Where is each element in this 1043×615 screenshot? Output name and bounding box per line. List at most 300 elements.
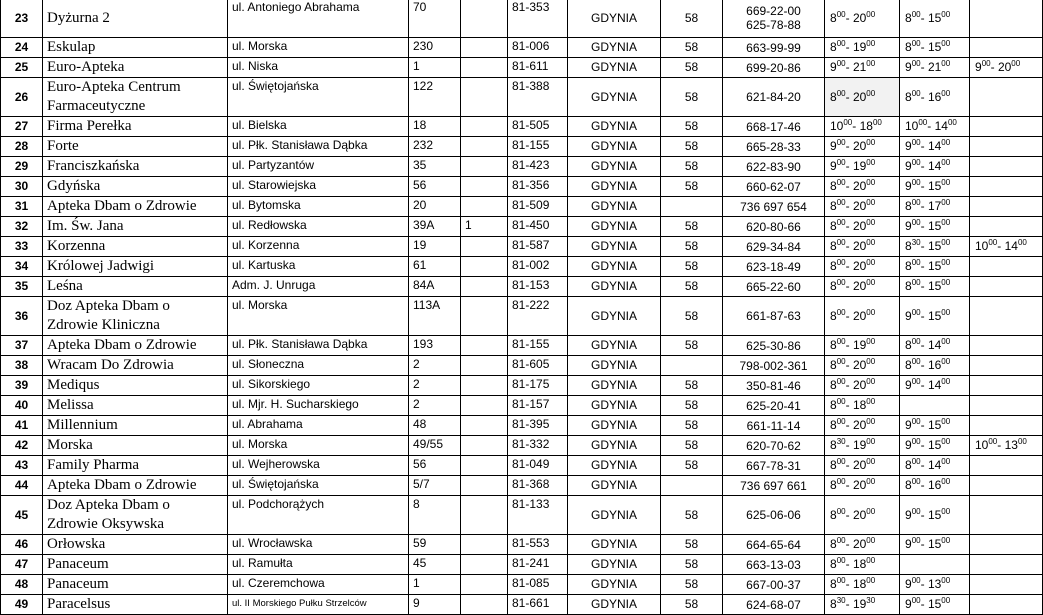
pharmacy-name-cell: [43, 356, 228, 376]
row-number-cell: 24: [1, 38, 43, 58]
phone-number: 624-68-07: [746, 597, 801, 612]
sunday-hours-cell: [970, 297, 1043, 336]
open-hour: 10: [830, 119, 844, 133]
city-cell: GDYNIA: [568, 476, 661, 496]
city-cell: GDYNIA: [568, 177, 661, 197]
pharmacy-name-line: Family Pharma: [47, 457, 140, 473]
open-hour: 8: [830, 219, 837, 233]
house-number-cell: 19: [409, 237, 461, 257]
local-number-cell: [461, 376, 508, 396]
open-minute: 00: [836, 377, 846, 386]
close-minute: 00: [866, 198, 876, 207]
house-number-cell: 1: [409, 575, 461, 595]
close-minute: 00: [866, 59, 876, 68]
open-minute: 00: [911, 158, 921, 167]
phone-cell: [723, 58, 825, 78]
area-code-cell: 58: [661, 237, 723, 257]
phone-cell: [723, 595, 825, 615]
phone-number: 665-22-60: [746, 279, 801, 294]
weekday-hours-cell: $8^{00}-$ $20^{00}$: [825, 416, 900, 436]
close-minute: 00: [941, 337, 951, 346]
pharmacy-name-cell: [43, 117, 228, 137]
postal-code-cell: 81-395: [508, 416, 568, 436]
street-cell: ul. Wrocławska: [228, 535, 409, 555]
phone-cell: [723, 456, 825, 476]
weekday-hours-cell: $8^{00}-$ $20^{00}$: [825, 356, 900, 376]
sunday-hours-cell: [970, 416, 1043, 436]
street-cell: ul. II Morskiego Pułku Strzelców: [228, 595, 409, 615]
open-hour: 8: [830, 418, 837, 432]
open-hour: 8: [830, 398, 837, 412]
open-minute: 00: [836, 357, 846, 366]
close-hour: 20: [852, 418, 867, 432]
postal-code-cell: 81-587: [508, 237, 568, 257]
pharmacy-name-cell: [43, 78, 228, 117]
close-hour: 20: [852, 89, 867, 104]
close-minute: 00: [941, 138, 951, 147]
area-code-cell: 58: [661, 277, 723, 297]
open-hour: 8: [905, 259, 912, 273]
saturday-hours-cell: $8^{00}-$ $15^{00}$: [900, 0, 970, 38]
open-minute: 00: [911, 576, 921, 585]
pharmacy-name-line: Millennium: [47, 417, 118, 433]
phone-number: 620-80-66: [746, 219, 801, 234]
pharmacy-name-line: Doz Apteka Dbam o: [47, 298, 170, 314]
city-cell: GDYNIA: [568, 396, 661, 416]
close-minute: 00: [866, 437, 876, 446]
close-hour: 16: [927, 358, 942, 372]
close-minute: 00: [1017, 238, 1027, 247]
city-cell: GDYNIA: [568, 58, 661, 78]
pharmacy-name-line: Królowej Jadwigi: [47, 258, 155, 274]
close-minute: 00: [941, 377, 951, 386]
pharmacy-name-cell: [43, 58, 228, 78]
close-hour: 15: [927, 179, 942, 193]
area-code-cell: 58: [661, 257, 723, 277]
close-minute: 00: [866, 536, 876, 545]
close-hour: 20: [852, 199, 867, 213]
city-cell: GDYNIA: [568, 197, 661, 217]
weekday-hours-cell: $9^{00}-$ $20^{00}$: [825, 137, 900, 157]
phone-cell: [723, 217, 825, 237]
open-minute: 00: [911, 138, 921, 147]
postal-code-cell: 81-450: [508, 217, 568, 237]
city-cell: GDYNIA: [568, 356, 661, 376]
saturday-hours-cell: $9^{00}-$ $15^{00}$: [900, 436, 970, 456]
house-number-cell: 2: [409, 376, 461, 396]
street-cell: ul. Morska: [228, 297, 409, 336]
close-minute: 00: [941, 357, 951, 366]
close-hour: 15: [927, 219, 942, 233]
close-minute: 00: [866, 377, 876, 386]
open-hour: 8: [830, 507, 837, 522]
open-minute: 00: [836, 576, 846, 585]
phone-cell: [723, 476, 825, 496]
street-cell: ul. Płk. Stanisława Dąbka: [228, 137, 409, 157]
open-minute: 30: [836, 437, 846, 446]
sunday-hours-cell: [970, 197, 1043, 217]
open-hour: 9: [905, 577, 912, 591]
open-hour: 8: [830, 10, 837, 25]
open-hour: 9: [975, 60, 982, 74]
weekday-hours-cell: $8^{30}-$ $19^{30}$: [825, 595, 900, 615]
row-number-cell: 23: [1, 0, 43, 38]
sunday-hours-cell: [970, 476, 1043, 496]
row-number-cell: 43: [1, 456, 43, 476]
phone-cell: [723, 555, 825, 575]
city-cell: GDYNIA: [568, 595, 661, 615]
sunday-hours-cell: [970, 356, 1043, 376]
row-number-cell: 49: [1, 595, 43, 615]
house-number-cell: 5/7: [409, 476, 461, 496]
close-hour: 14: [927, 159, 942, 173]
open-hour: 8: [830, 338, 837, 352]
weekday-hours-cell: $8^{00}-$ $20^{00}$: [825, 376, 900, 396]
street-cell: ul. Bytomska: [228, 197, 409, 217]
table-row: [1, 336, 1043, 356]
saturday-hours-cell: $9^{00}-$ $14^{00}$: [900, 376, 970, 396]
open-hour: 9: [830, 60, 837, 74]
local-number-cell: [461, 476, 508, 496]
open-minute: 00: [918, 118, 928, 127]
weekday-hours-cell: $8^{00}-$ $18^{00}$: [825, 555, 900, 575]
house-number-cell: 193: [409, 336, 461, 356]
open-minute: 00: [836, 506, 846, 516]
house-number-cell: 232: [409, 137, 461, 157]
street-cell: ul. Abrahama: [228, 416, 409, 436]
phone-cell: [723, 38, 825, 58]
weekday-hours-cell: $8^{00}-$ $20^{00}$: [825, 297, 900, 336]
close-hour: 14: [927, 458, 942, 472]
local-number-cell: [461, 197, 508, 217]
close-hour: 15: [927, 438, 942, 452]
phone-number: 350-81-46: [746, 378, 801, 393]
close-minute: 00: [866, 576, 876, 585]
close-minute: 00: [866, 238, 876, 247]
sunday-hours-cell: [970, 575, 1043, 595]
city-cell: GDYNIA: [568, 555, 661, 575]
close-hour: 19: [852, 338, 867, 352]
pharmacy-name-cell: [43, 157, 228, 177]
open-hour: 8: [830, 577, 837, 591]
open-minute: 00: [911, 39, 921, 48]
close-minute: 00: [941, 218, 951, 227]
sunday-hours-cell: [970, 0, 1043, 38]
saturday-hours-cell: $8^{00}-$ $15^{00}$: [900, 257, 970, 277]
close-minute: 00: [866, 506, 876, 516]
pharmacy-name-line: Panaceum: [47, 556, 109, 572]
postal-code-cell: 81-611: [508, 58, 568, 78]
sunday-hours-cell: [970, 38, 1043, 58]
open-minute: 30: [911, 238, 921, 247]
area-code-cell: 58: [661, 436, 723, 456]
postal-code-cell: 81-605: [508, 356, 568, 376]
phone-number: 798-002-361: [739, 358, 808, 373]
pharmacy-name-cell: [43, 237, 228, 257]
pharmacy-name-cell: [43, 0, 228, 38]
close-hour: 20: [852, 308, 867, 323]
saturday-hours-cell: $9^{00}-$ $15^{00}$: [900, 535, 970, 555]
area-code-cell: 58: [661, 297, 723, 336]
phone-cell: [723, 396, 825, 416]
table-row: [1, 356, 1043, 376]
saturday-hours-cell: $8^{00}-$ $15^{00}$: [900, 277, 970, 297]
city-cell: GDYNIA: [568, 78, 661, 117]
postal-code-cell: 81-388: [508, 78, 568, 117]
sunday-hours-cell: [970, 456, 1043, 476]
open-minute: 30: [836, 596, 846, 605]
table-row: [1, 277, 1043, 297]
pharmacy-name-line: Zdrowie Oksywska: [47, 516, 165, 532]
phone-cell: [723, 496, 825, 535]
pharmacy-name-line: Firma Perełka: [47, 118, 132, 134]
pharmacy-name-line: Dyżurna 2: [47, 9, 110, 26]
house-number-cell: 230: [409, 38, 461, 58]
pharmacy-name-cell: [43, 177, 228, 197]
area-code-cell: [661, 476, 723, 496]
house-number-cell: 45: [409, 555, 461, 575]
open-minute: 00: [836, 238, 846, 247]
area-code-cell: 58: [661, 38, 723, 58]
row-number-cell: 25: [1, 58, 43, 78]
table-row: [1, 297, 1043, 336]
street-cell: ul. Płk. Stanisława Dąbka: [228, 336, 409, 356]
saturday-hours-cell: $8^{00}-$ $16^{00}$: [900, 476, 970, 496]
open-minute: 00: [836, 278, 846, 287]
close-minute: 00: [1011, 59, 1021, 68]
open-hour: 8: [905, 89, 912, 104]
close-hour: 14: [927, 139, 942, 153]
open-hour: 8: [905, 458, 912, 472]
local-number-cell: 1: [461, 217, 508, 237]
open-minute: 00: [836, 536, 846, 545]
row-number-cell: 27: [1, 117, 43, 137]
close-hour: 20: [852, 219, 867, 233]
close-hour: 15: [927, 597, 942, 611]
open-hour: 8: [905, 478, 912, 492]
area-code-cell: 58: [661, 177, 723, 197]
table-row: [1, 78, 1043, 117]
city-cell: GDYNIA: [568, 336, 661, 356]
phone-number: 736 697 654: [740, 199, 807, 214]
close-hour: 19: [852, 438, 867, 452]
open-minute: 00: [843, 118, 853, 127]
close-hour: 20: [852, 179, 867, 193]
pharmacy-name-line: Wracam Do Zdrowia: [47, 357, 174, 373]
close-minute: 00: [866, 9, 876, 19]
open-minute: 00: [836, 556, 846, 565]
postal-code-cell: 81-356: [508, 177, 568, 197]
sunday-hours-cell: [970, 555, 1043, 575]
open-hour: 9: [905, 60, 912, 74]
open-minute: 00: [911, 307, 921, 317]
close-hour: 18: [852, 557, 867, 571]
local-number-cell: [461, 416, 508, 436]
sunday-hours-cell: [970, 535, 1043, 555]
open-hour: 9: [905, 438, 912, 452]
postal-code-cell: 81-241: [508, 555, 568, 575]
open-minute: 00: [911, 506, 921, 516]
city-cell: GDYNIA: [568, 0, 661, 38]
house-number-cell: 9: [409, 595, 461, 615]
phone-number: 625-20-41: [746, 398, 801, 413]
close-hour: 17: [927, 199, 942, 213]
local-number-cell: [461, 58, 508, 78]
open-hour: 8: [905, 358, 912, 372]
pharmacy-name-line: Forte: [47, 138, 79, 154]
close-minute: 00: [866, 397, 876, 406]
pharmacy-name-cell: [43, 535, 228, 555]
sunday-hours-cell: [970, 217, 1043, 237]
saturday-hours-cell: $8^{00}-$ $17^{00}$: [900, 197, 970, 217]
area-code-cell: 58: [661, 595, 723, 615]
saturday-hours-cell: $9^{00}-$ $15^{00}$: [900, 177, 970, 197]
row-number-cell: 36: [1, 297, 43, 336]
close-hour: 15: [927, 10, 942, 25]
table-row: [1, 555, 1043, 575]
sunday-hours-cell: [970, 137, 1043, 157]
saturday-hours-cell: $8^{00}-$ $15^{00}$: [900, 38, 970, 58]
open-hour: 8: [830, 89, 837, 104]
street-cell: ul. Antoniego Abrahama: [228, 0, 409, 38]
close-minute: 00: [866, 477, 876, 486]
phone-number: 625-78-88: [746, 18, 801, 32]
close-minute: 00: [941, 477, 951, 486]
open-minute: 00: [911, 337, 921, 346]
close-minute: 00: [866, 307, 876, 317]
phone-cell: [723, 336, 825, 356]
weekday-hours-cell: $8^{00}-$ $20^{00}$: [825, 78, 900, 117]
row-number-cell: 31: [1, 197, 43, 217]
open-hour: 8: [905, 40, 912, 54]
phone-number: 669-22-00: [746, 4, 801, 18]
row-number-cell: 37: [1, 336, 43, 356]
area-code-cell: 58: [661, 78, 723, 117]
row-number-cell: 29: [1, 157, 43, 177]
phone-number: 625-06-06: [746, 508, 801, 522]
table-row: [1, 237, 1043, 257]
area-code-cell: 58: [661, 396, 723, 416]
pharmacy-name-cell: [43, 137, 228, 157]
pharmacy-name-line: Mediqus: [47, 377, 100, 393]
local-number-cell: [461, 575, 508, 595]
close-minute: 00: [941, 258, 951, 267]
close-minute: 00: [866, 88, 876, 98]
open-minute: 00: [911, 477, 921, 486]
phone-cell: [723, 237, 825, 257]
open-minute: 00: [836, 457, 846, 466]
pharmacy-name-cell: [43, 217, 228, 237]
table-row: [1, 0, 1043, 38]
open-minute: 00: [981, 59, 991, 68]
local-number-cell: [461, 177, 508, 197]
pharmacy-name-line: Apteka Dbam o Zdrowie: [47, 337, 197, 353]
house-number-cell: 35: [409, 157, 461, 177]
close-hour: 21: [852, 60, 867, 74]
open-hour: 8: [830, 179, 837, 193]
close-minute: 00: [941, 457, 951, 466]
close-hour: 14: [927, 338, 942, 352]
sunday-hours-cell: [970, 396, 1043, 416]
postal-code-cell: 81-157: [508, 396, 568, 416]
open-minute: 00: [911, 457, 921, 466]
pharmacy-name-cell: [43, 376, 228, 396]
pharmacy-name-cell: [43, 277, 228, 297]
close-minute: 00: [941, 198, 951, 207]
close-minute: 00: [941, 307, 951, 317]
street-cell: ul. Słoneczna: [228, 356, 409, 376]
open-hour: 9: [905, 537, 912, 551]
local-number-cell: [461, 277, 508, 297]
local-number-cell: [461, 396, 508, 416]
local-number-cell: [461, 496, 508, 535]
street-cell: ul. Bielska: [228, 117, 409, 137]
close-minute: 00: [866, 138, 876, 147]
postal-code-cell: 81-222: [508, 297, 568, 336]
open-minute: 00: [988, 238, 998, 247]
phone-cell: [723, 78, 825, 117]
open-hour: 8: [905, 239, 912, 253]
open-minute: 00: [911, 218, 921, 227]
weekday-hours-cell: $8^{00}-$ $20^{00}$: [825, 257, 900, 277]
city-cell: GDYNIA: [568, 297, 661, 336]
table-row: [1, 197, 1043, 217]
table-row: [1, 58, 1043, 78]
phone-number: 629-34-84: [746, 239, 801, 254]
area-code-cell: 58: [661, 0, 723, 38]
pharmacy-name-cell: [43, 297, 228, 336]
pharmacy-name-cell: [43, 336, 228, 356]
street-cell: ul. Korzenna: [228, 237, 409, 257]
close-hour: 18: [852, 577, 867, 591]
weekday-hours-cell: $8^{00}-$ $19^{00}$: [825, 38, 900, 58]
weekday-hours-cell: $8^{00}-$ $20^{00}$: [825, 177, 900, 197]
city-cell: GDYNIA: [568, 456, 661, 476]
phone-number: 665-28-33: [746, 139, 801, 154]
city-cell: GDYNIA: [568, 575, 661, 595]
table-row: [1, 137, 1043, 157]
row-number-cell: 44: [1, 476, 43, 496]
row-number-cell: 30: [1, 177, 43, 197]
close-hour: 15: [927, 537, 942, 551]
postal-code-cell: 81-553: [508, 535, 568, 555]
close-minute: 00: [866, 218, 876, 227]
open-hour: 9: [905, 179, 912, 193]
pharmacy-name-cell: [43, 416, 228, 436]
street-cell: ul. Niska: [228, 58, 409, 78]
city-cell: GDYNIA: [568, 137, 661, 157]
saturday-hours-cell: $8^{00}-$ $14^{00}$: [900, 336, 970, 356]
open-hour: 8: [830, 40, 837, 54]
pharmacy-name-line: Apteka Dbam o Zdrowie: [47, 477, 197, 493]
weekday-hours-cell: $8^{00}-$ $20^{00}$: [825, 456, 900, 476]
saturday-hours-cell: $10^{00}-$ $14^{00}$: [900, 117, 970, 137]
close-hour: 15: [927, 308, 942, 323]
area-code-cell: [661, 356, 723, 376]
row-number-cell: 32: [1, 217, 43, 237]
phone-cell: [723, 177, 825, 197]
open-hour: 8: [830, 597, 837, 611]
weekday-hours-cell: $10^{00}-$ $18^{00}$: [825, 117, 900, 137]
street-cell: ul. Redłowska: [228, 217, 409, 237]
phone-number: 660-62-07: [746, 179, 801, 194]
weekday-hours-cell: $8^{00}-$ $20^{00}$: [825, 0, 900, 38]
weekday-hours-cell: $9^{00}-$ $19^{00}$: [825, 157, 900, 177]
local-number-cell: [461, 157, 508, 177]
close-minute: 00: [941, 59, 951, 68]
phone-number: 663-13-03: [746, 557, 801, 572]
open-hour: 8: [830, 279, 837, 293]
